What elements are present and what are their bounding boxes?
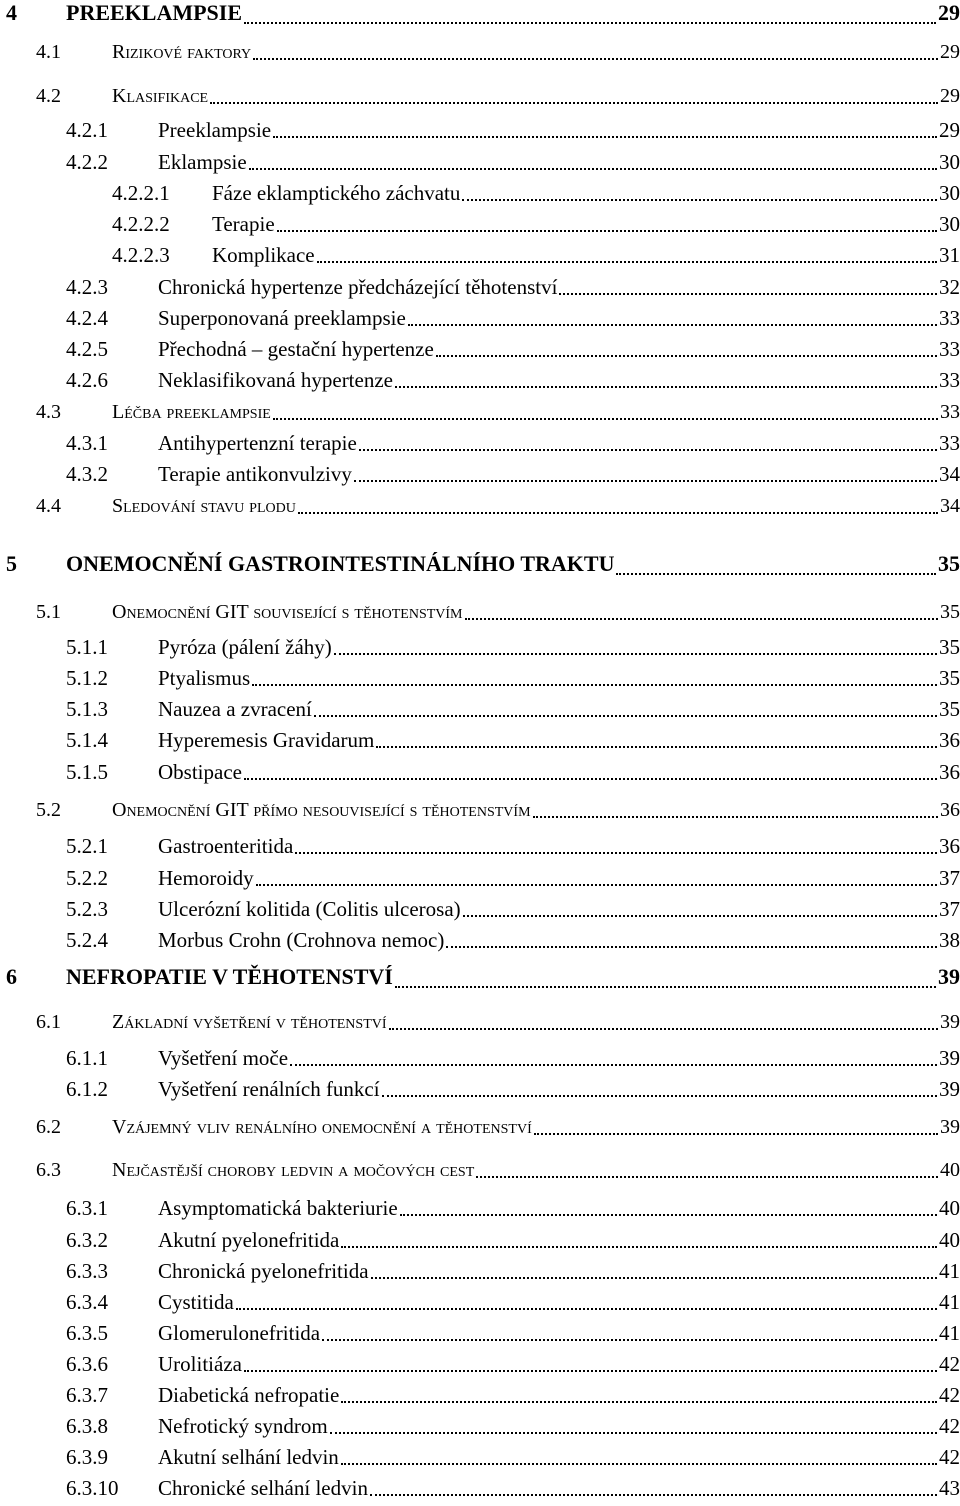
- toc-entry[interactable]: [0, 600, 960, 630]
- dot-leader: [253, 58, 938, 60]
- toc-entry-page: 36: [939, 728, 960, 752]
- toc-entry-number: 6.3.5: [66, 1321, 108, 1345]
- toc-entry[interactable]: [0, 1414, 960, 1444]
- toc-entry[interactable]: [0, 551, 960, 581]
- toc-entry-number: 5.2: [36, 799, 61, 821]
- toc-entry-number: 4.2.1: [66, 118, 108, 142]
- toc-entry-title: Chronická pyelonefritida: [158, 1259, 369, 1283]
- toc-entry-title: Vyšetření renálních funkcí: [158, 1077, 380, 1101]
- dot-leader: [616, 573, 936, 575]
- toc-entry-title: Ulcerózní kolitida (Colitis ulcerosa): [158, 897, 461, 921]
- dot-leader: [354, 480, 937, 482]
- toc-entry-number: 5.2.1: [66, 834, 108, 858]
- toc-entry[interactable]: [0, 1077, 960, 1107]
- toc-entry-number: 6.3.9: [66, 1445, 108, 1469]
- dot-leader: [533, 816, 938, 818]
- toc-entry-number: 4.3.2: [66, 462, 108, 486]
- toc-entry-page: 37: [939, 866, 960, 890]
- toc-entry-title: Hyperemesis Gravidarum: [158, 728, 375, 752]
- toc-entry[interactable]: [0, 635, 960, 665]
- dot-leader: [341, 1246, 937, 1248]
- toc-entry[interactable]: [0, 666, 960, 696]
- toc-entry-page: 39: [940, 1116, 960, 1138]
- toc-entry[interactable]: [0, 462, 960, 492]
- toc-entry-page: 35: [940, 601, 960, 623]
- toc-entry-page: 43: [939, 1476, 960, 1500]
- toc-entry[interactable]: [0, 928, 960, 958]
- dot-leader: [322, 1339, 937, 1341]
- dot-leader: [290, 1064, 937, 1066]
- toc-entry-title: Urolitiáza: [158, 1352, 242, 1376]
- toc-entry-page: 37: [939, 897, 960, 921]
- toc-entry-number: 5.2.4: [66, 928, 108, 952]
- toc-entry[interactable]: [0, 1010, 960, 1040]
- toc-entry-number: 6.3.4: [66, 1290, 108, 1314]
- toc-entry[interactable]: [0, 212, 960, 242]
- toc-entry-title: Sledování stavu plodu: [112, 495, 296, 517]
- toc-entry-number: 4.2: [36, 85, 61, 107]
- dot-leader: [436, 355, 937, 357]
- toc-entry-number: 6.2: [36, 1116, 61, 1138]
- dot-leader: [376, 746, 937, 748]
- toc-entry-number: 6.3.2: [66, 1228, 108, 1252]
- toc-entry-number: 4.3.1: [66, 431, 108, 455]
- toc-entry-number: 5.2.3: [66, 897, 108, 921]
- toc-entry-page: 31: [939, 243, 960, 267]
- toc-entry-page: 34: [939, 462, 960, 486]
- toc-entry-number: 4.1: [36, 41, 61, 63]
- toc-entry-number: 5.1.2: [66, 666, 108, 690]
- dot-leader: [317, 261, 937, 263]
- toc-entry[interactable]: [0, 1476, 960, 1506]
- dot-leader: [370, 1494, 937, 1496]
- toc-entry-number: 4.2.2: [66, 150, 108, 174]
- toc-entry-title: Ptyalismus: [158, 666, 251, 690]
- dot-leader: [252, 684, 937, 686]
- toc-entry-page: 42: [939, 1445, 960, 1469]
- toc-entry-title: Preeklampsie: [158, 118, 272, 142]
- dot-leader: [334, 653, 937, 655]
- toc-entry-page: 33: [939, 337, 960, 361]
- dot-leader: [341, 1463, 937, 1465]
- toc-entry-page: 39: [939, 1077, 960, 1101]
- toc-entry-page: 40: [939, 1196, 960, 1220]
- toc-entry-page: 34: [940, 495, 960, 517]
- toc-entry-title: Klasifikace: [112, 85, 209, 107]
- dot-leader: [389, 1028, 938, 1030]
- toc-entry[interactable]: [0, 1352, 960, 1382]
- toc-entry[interactable]: [0, 1115, 960, 1145]
- dot-leader: [408, 324, 937, 326]
- dot-leader: [249, 168, 937, 170]
- toc-entry[interactable]: [0, 84, 960, 114]
- toc-entry[interactable]: [0, 697, 960, 727]
- toc-entry-title: Onemocnění GIT přímo nesouvisející s těhotenstvím: [112, 799, 531, 821]
- toc-entry[interactable]: [0, 1196, 960, 1226]
- dot-leader: [273, 136, 937, 138]
- toc-entry-page: 39: [940, 1011, 960, 1033]
- dot-leader: [244, 778, 937, 780]
- toc-entry[interactable]: [0, 431, 960, 461]
- toc-entry-number: 6.1.1: [66, 1046, 108, 1070]
- dot-leader: [465, 618, 938, 620]
- toc-entry[interactable]: [0, 494, 960, 524]
- toc-entry-page: 29: [940, 41, 960, 63]
- dot-leader: [295, 852, 937, 854]
- toc-entry-number: 6.3.1: [66, 1196, 108, 1220]
- toc-entry-page: 42: [939, 1352, 960, 1376]
- toc-entry-page: 40: [940, 1159, 960, 1181]
- toc-entry-number: 5.1: [36, 601, 61, 623]
- toc-entry-title: Cystitida: [158, 1290, 234, 1314]
- toc-entry-page: 35: [939, 697, 960, 721]
- toc-entry-title: Onemocnění GIT související s těhotenstvím: [112, 601, 463, 623]
- toc-entry[interactable]: [0, 0, 960, 30]
- toc-entry-number: 6.3.7: [66, 1383, 108, 1407]
- dot-leader: [395, 386, 937, 388]
- toc-entry-page: 42: [939, 1383, 960, 1407]
- toc-entry-page: 39: [939, 1046, 960, 1070]
- toc-entry-page: 35: [938, 551, 960, 576]
- toc-entry-title: Akutní selhání ledvin: [158, 1445, 339, 1469]
- toc-entry[interactable]: [0, 866, 960, 896]
- dot-leader: [273, 418, 938, 420]
- toc-entry[interactable]: [0, 275, 960, 305]
- toc-entry-title: Gastroenteritida: [158, 834, 294, 858]
- toc-entry-title: Superponovaná preeklampsie: [158, 306, 406, 330]
- toc-entry-number: 5: [6, 551, 17, 576]
- dot-leader: [236, 1308, 937, 1310]
- toc-entry-number: 5.1.4: [66, 728, 108, 752]
- toc-entry-title: Pyróza (pálení žáhy): [158, 635, 332, 659]
- dot-leader: [330, 1432, 937, 1434]
- toc-entry-title: Hemoroidy: [158, 866, 254, 890]
- toc-entry-number: 4.2.4: [66, 306, 108, 330]
- toc-entry-number: 6.3: [36, 1159, 61, 1181]
- toc-entry-page: 42: [939, 1414, 960, 1438]
- toc-entry-page: 39: [938, 964, 960, 989]
- toc-entry-title: Terapie: [212, 212, 275, 236]
- toc-entry[interactable]: [0, 1290, 960, 1320]
- toc-entry-title: Fáze eklamptického záchvatu: [212, 181, 461, 205]
- toc-entry-title: Chronická hypertenze předcházející těhotenství: [158, 275, 558, 299]
- toc-entry-number: 5.1.1: [66, 635, 108, 659]
- toc-entry-page: 33: [939, 368, 960, 392]
- toc-entry-title: Rizikové faktory: [112, 41, 252, 63]
- toc-entry-number: 4.2.2.2: [112, 212, 170, 236]
- dot-leader: [359, 449, 937, 451]
- toc-entry[interactable]: [0, 1445, 960, 1475]
- toc-entry[interactable]: [0, 1259, 960, 1289]
- toc-entry-number: 6.1.2: [66, 1077, 108, 1101]
- toc-entry-title: Nauzea a zvracení: [158, 697, 312, 721]
- toc-entry-page: 35: [939, 635, 960, 659]
- toc-entry-title: Obstipace: [158, 760, 242, 784]
- toc-entry-title: PREEKLAMPSIE: [66, 0, 243, 25]
- toc-entry-title: Eklampsie: [158, 150, 247, 174]
- toc-entry-number: 4.3: [36, 401, 61, 423]
- toc-entry-title: Nejčastější choroby ledvin a močových cest: [112, 1159, 475, 1181]
- toc-entry-number: 6.1: [36, 1011, 61, 1033]
- toc-entry[interactable]: [0, 243, 960, 273]
- toc-entry-page: 32: [939, 275, 960, 299]
- dot-leader: [476, 1176, 938, 1178]
- dot-leader: [382, 1095, 937, 1097]
- toc-entry-number: 4.2.2.1: [112, 181, 170, 205]
- toc-entry-page: 33: [939, 306, 960, 330]
- toc-entry-title: ONEMOCNĚNÍ GASTROINTESTINÁLNÍHO TRAKTU: [66, 551, 615, 576]
- toc-entry-title: Přechodná – gestační hypertenze: [158, 337, 434, 361]
- toc-entry[interactable]: [0, 964, 960, 994]
- toc-entry-page: 38: [939, 928, 960, 952]
- toc-entry-title: Základní vyšetření v těhotenství: [112, 1011, 387, 1033]
- toc-entry-title: Chronické selhání ledvin: [158, 1476, 368, 1500]
- toc-entry-title: Asymptomatická bakteriurie: [158, 1196, 398, 1220]
- toc-entry-title: Vyšetření moče: [158, 1046, 289, 1070]
- toc-entry-title: Léčba preeklampsie: [112, 401, 271, 423]
- toc-entry[interactable]: [0, 1321, 960, 1351]
- toc-entry[interactable]: [0, 834, 960, 864]
- dot-leader: [341, 1401, 937, 1403]
- toc-entry-title: Antihypertenzní terapie: [158, 431, 357, 455]
- toc-entry[interactable]: [0, 306, 960, 336]
- dot-leader: [371, 1277, 937, 1279]
- toc-entry[interactable]: [0, 798, 960, 828]
- toc-entry-title: Komplikace: [212, 243, 315, 267]
- toc-entry[interactable]: [0, 150, 960, 180]
- dot-leader: [244, 1370, 937, 1372]
- toc-entry-page: 41: [939, 1321, 960, 1345]
- toc-entry[interactable]: [0, 897, 960, 927]
- toc-entry[interactable]: [0, 400, 960, 430]
- toc-entry-title: Glomerulonefritida: [158, 1321, 321, 1345]
- toc-entry-number: 5.2.2: [66, 866, 108, 890]
- toc-entry-page: 33: [939, 431, 960, 455]
- toc-entry-title: Morbus Crohn (Crohnova nemoc): [158, 928, 445, 952]
- dot-leader: [256, 884, 937, 886]
- dot-leader: [210, 102, 938, 104]
- toc-entry-number: 4.2.2.3: [112, 243, 170, 267]
- toc-entry-page: 30: [939, 212, 960, 236]
- toc-entry-number: 4: [6, 0, 17, 25]
- toc-entry[interactable]: [0, 337, 960, 367]
- toc-entry-title: Vzájemný vliv renálního onemocnění a těhotenství: [112, 1116, 532, 1138]
- toc-entry-number: 6.3.8: [66, 1414, 108, 1438]
- dot-leader: [298, 512, 938, 514]
- toc-entry-page: 30: [939, 150, 960, 174]
- dot-leader: [400, 1214, 937, 1216]
- toc-entry[interactable]: [0, 1228, 960, 1258]
- toc-entry[interactable]: [0, 118, 960, 148]
- toc-entry[interactable]: [0, 1158, 960, 1188]
- dot-leader: [559, 293, 937, 295]
- toc-entry[interactable]: [0, 760, 960, 790]
- toc-entry-number: 6.3.10: [66, 1476, 119, 1500]
- toc-entry-number: 4.2.6: [66, 368, 108, 392]
- toc-entry[interactable]: [0, 40, 960, 70]
- toc-entry[interactable]: [0, 728, 960, 758]
- toc-entry-number: 5.1.3: [66, 697, 108, 721]
- toc-entry-number: 6.3.3: [66, 1259, 108, 1283]
- toc-entry-number: 6: [6, 964, 17, 989]
- toc-entry-page: 36: [940, 799, 960, 821]
- toc-entry-page: 40: [939, 1228, 960, 1252]
- toc-entry-page: 35: [939, 666, 960, 690]
- toc-entry-title: Neklasifikovaná hypertenze: [158, 368, 393, 392]
- toc-entry-page: 29: [939, 118, 960, 142]
- toc-entry-number: 4.4: [36, 495, 61, 517]
- toc-entry-page: 30: [939, 181, 960, 205]
- toc-entry-page: 41: [939, 1259, 960, 1283]
- toc-entry[interactable]: [0, 181, 960, 211]
- toc-entry-page: 41: [939, 1290, 960, 1314]
- toc-entry-title: Nefrotický syndrom: [158, 1414, 328, 1438]
- toc-entry-page: 36: [939, 760, 960, 784]
- dot-leader: [314, 715, 937, 717]
- dot-leader: [462, 199, 937, 201]
- toc-entry[interactable]: [0, 1046, 960, 1076]
- toc-entry-number: 4.2.3: [66, 275, 108, 299]
- toc-entry-number: 5.1.5: [66, 760, 108, 784]
- toc-entry-page: 29: [940, 85, 960, 107]
- toc-entry[interactable]: [0, 368, 960, 398]
- toc-entry-page: 33: [940, 401, 960, 423]
- toc-entry-title: Akutní pyelonefritida: [158, 1228, 340, 1252]
- toc-entry-page: 29: [938, 0, 960, 25]
- dot-leader: [446, 946, 937, 948]
- dot-leader: [395, 986, 936, 988]
- toc-entry[interactable]: [0, 1383, 960, 1413]
- dot-leader: [463, 915, 937, 917]
- toc-entry-page: 36: [939, 834, 960, 858]
- toc-entry-title: Diabetická nefropatie: [158, 1383, 340, 1407]
- dot-leader: [534, 1133, 938, 1135]
- dot-leader: [277, 230, 937, 232]
- toc-entry-number: 6.3.6: [66, 1352, 108, 1376]
- dot-leader: [244, 22, 936, 24]
- toc-entry-title: NEFROPATIE V TĚHOTENSTVÍ: [66, 964, 393, 989]
- toc-entry-number: 4.2.5: [66, 337, 108, 361]
- toc-entry-title: Terapie antikonvulzivy: [158, 462, 352, 486]
